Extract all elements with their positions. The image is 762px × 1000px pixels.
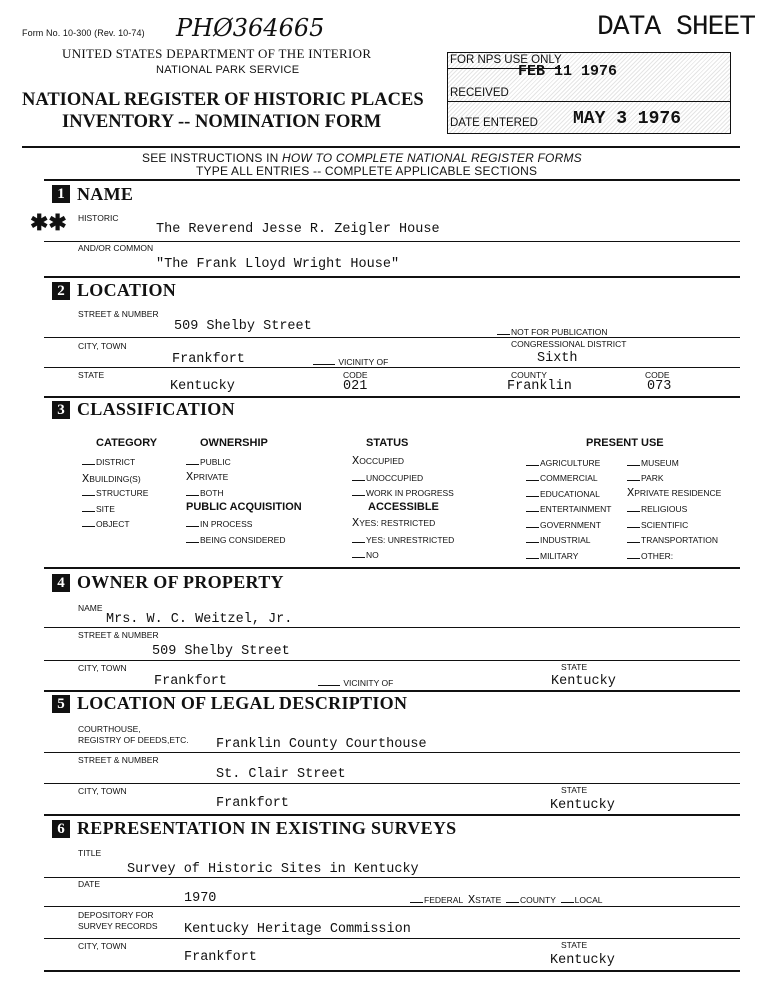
not-for-publication-blank [497, 326, 510, 335]
street-number-label: STREET & NUMBER [78, 309, 159, 319]
ownership-both-blank [186, 487, 199, 496]
vicinity-label [313, 356, 388, 367]
acquisition-being-considered-label: BEING CONSIDERED [200, 535, 286, 545]
state-value: Kentucky [170, 379, 235, 394]
use-other-blank [627, 550, 640, 559]
category-district[interactable] [82, 456, 135, 467]
state-option[interactable]: STATE [475, 895, 502, 905]
handwritten-id: PHØ364665 [176, 14, 325, 42]
use-industrial[interactable] [526, 534, 591, 545]
section-2-number: 2 [52, 282, 70, 300]
depository-label-line2: SURVEY RECORDS [78, 921, 158, 931]
legal-city-value: Frankfort [216, 796, 289, 811]
section-6-title: REPRESENTATION IN EXISTING SURVEYS [77, 818, 457, 838]
use-commercial[interactable] [526, 472, 598, 483]
section-5-title: LOCATION OF LEGAL DESCRIPTION [77, 693, 408, 713]
received-stamp: FEB 11 1976 [518, 63, 618, 80]
owner-street-value: 509 Shelby Street [152, 644, 290, 659]
local-blank [561, 894, 574, 903]
historic-name-value: The Reverend Jesse R. Zeigler House [156, 222, 440, 237]
depository-value: Kentucky Heritage Commission [184, 922, 411, 937]
state-label: STATE [78, 370, 105, 380]
section-4-number: 4 [52, 574, 70, 592]
category-structure-blank [82, 487, 95, 496]
use-religious-blank [627, 503, 640, 512]
form-title-line1: NATIONAL REGISTER OF HISTORIC PLACES [22, 90, 424, 110]
legal-state-value: Kentucky [550, 798, 615, 813]
ownership-private-label: PRIVATE [193, 472, 229, 482]
use-private-residence-check: X [627, 486, 635, 500]
congressional-district-label: CONGRESSIONAL DISTRICT [511, 339, 627, 349]
status-occupied-check: X [352, 454, 360, 468]
ownership-both-label: BOTH [200, 488, 224, 498]
use-educational-label: EDUCATIONAL [540, 489, 600, 499]
date-entered-label: DATE ENTERED [450, 117, 538, 129]
ownership-private-check: X [186, 470, 194, 484]
use-religious-label: RELIGIOUS [641, 504, 688, 514]
use-scientific-label: SCIENTIFIC [641, 520, 689, 530]
depository-state-label: STATE [561, 940, 588, 950]
owner-city-label: CITY, TOWN [78, 663, 127, 673]
city-town-label: CITY, TOWN [78, 341, 127, 351]
margin-asterisk-mark: ✱✱ [30, 210, 67, 235]
category-structure-label: STRUCTURE [96, 488, 149, 498]
status-unoccupied-blank [352, 472, 365, 481]
section-3-number: 3 [52, 401, 70, 419]
section-2-title: LOCATION [77, 280, 177, 300]
ownership-heading: OWNERSHIP [200, 437, 268, 449]
acquisition-in-process-label: IN PROCESS [200, 519, 253, 529]
category-object-blank [82, 518, 95, 527]
status-occupied[interactable] [352, 454, 404, 468]
use-transportation-label: TRANSPORTATION [641, 535, 718, 545]
instructions-prefix: SEE INSTRUCTIONS IN [142, 151, 283, 165]
congressional-district-value: Sixth [537, 351, 578, 366]
use-agriculture-label: AGRICULTURE [540, 458, 601, 468]
use-educational-blank [526, 488, 539, 497]
state-option-check: X [467, 893, 476, 907]
use-other[interactable] [627, 550, 673, 561]
category-site-label: SITE [96, 504, 115, 514]
use-industrial-label: INDUSTRIAL [540, 535, 591, 545]
use-scientific-blank [627, 519, 640, 528]
section-1-number: 1 [52, 185, 70, 203]
county-code-value: 073 [647, 379, 672, 394]
owner-street-label: STREET & NUMBER [78, 630, 159, 640]
use-transportation-blank [627, 534, 640, 543]
section-4-title: OWNER OF PROPERTY [77, 572, 284, 592]
use-government[interactable] [526, 519, 601, 530]
use-entertainment-label: ENTERTAINMENT [540, 504, 612, 514]
survey-date-label: DATE [78, 879, 101, 889]
ownership-both[interactable] [186, 487, 224, 498]
status-heading: STATUS [366, 437, 409, 449]
depository-city-value: Frankfort [184, 950, 257, 965]
use-other-label: OTHER: [641, 551, 674, 561]
category-object[interactable] [82, 518, 130, 529]
data-sheet-stamp: DATA SHEET [597, 12, 756, 43]
accessible-yes-unrestricted-blank [352, 534, 365, 543]
depository-label-line1: DEPOSITORY FOR [78, 910, 154, 920]
category-heading: CATEGORY [96, 437, 158, 449]
category-buildings-check: X [82, 472, 90, 486]
category-district-blank [82, 456, 95, 465]
county-blank [506, 894, 519, 903]
use-government-label: GOVERNMENT [540, 520, 601, 530]
accessible-yes-restricted-check: X [352, 516, 360, 530]
not-for-publication-label [497, 326, 608, 337]
county-value: Franklin [507, 379, 572, 394]
agency-name: NATIONAL PARK SERVICE [156, 64, 300, 76]
legal-state-label: STATE [561, 785, 588, 795]
ownership-public-label: PUBLIC [200, 457, 231, 467]
use-agriculture[interactable] [526, 457, 600, 468]
use-industrial-blank [526, 534, 539, 543]
state-code-label: CODE [343, 370, 368, 380]
status-unoccupied[interactable] [352, 472, 423, 483]
legal-city-label: CITY, TOWN [78, 786, 127, 796]
use-park[interactable] [627, 472, 664, 483]
owner-state-label: STATE [561, 662, 588, 672]
accessible-heading: ACCESSIBLE [368, 501, 439, 513]
section-3-title: CLASSIFICATION [77, 399, 235, 419]
section-5-number: 5 [52, 695, 70, 713]
department-name: UNITED STATES DEPARTMENT OF THE INTERIOR [62, 46, 372, 61]
present-use-heading: PRESENT USE [586, 437, 664, 449]
accessible-yes-unrestricted-label: YES: UNRESTRICTED [366, 535, 455, 545]
ownership-private[interactable] [186, 470, 228, 484]
section-6-number: 6 [52, 820, 70, 838]
street-value: 509 Shelby Street [174, 319, 312, 334]
status-work-in-progress[interactable] [352, 487, 454, 498]
courthouse-label-line2: REGISTRY OF DEEDS,ETC. [78, 735, 189, 745]
category-buildings-label: BUILDING(S) [89, 474, 141, 484]
date-entered-stamp: MAY 3 1976 [573, 109, 682, 129]
use-military-blank [526, 550, 539, 559]
survey-date-value: 1970 [184, 891, 217, 906]
federal-option[interactable]: FEDERAL [424, 895, 464, 905]
use-entertainment-blank [526, 503, 539, 512]
ownership-public-blank [186, 456, 199, 465]
city-value: Frankfort [172, 352, 245, 367]
use-commercial-blank [526, 472, 539, 481]
category-district-label: DISTRICT [96, 457, 136, 467]
acquisition-being-considered-blank [186, 534, 199, 543]
accessible-no[interactable] [352, 549, 379, 560]
status-occupied-label: OCCUPIED [359, 456, 405, 466]
category-buildings[interactable] [82, 472, 141, 486]
county-label: COUNTY [511, 370, 547, 380]
use-museum-blank [627, 457, 640, 466]
status-work-in-progress-label: WORK IN PROGRESS [366, 488, 454, 498]
accessible-yes-restricted-label: YES: RESTRICTED [359, 518, 436, 528]
use-museum-label: MUSEUM [641, 458, 679, 468]
owner-name-label: NAME [78, 603, 103, 613]
survey-level-options [410, 893, 603, 907]
received-label: RECEIVED [450, 87, 509, 99]
acquisition-being-considered[interactable] [186, 534, 286, 545]
owner-city-value: Frankfort [154, 674, 227, 689]
legal-street-value: St. Clair Street [216, 767, 346, 782]
not-for-publication-text: NOT FOR PUBLICATION [511, 327, 608, 337]
accessible-no-label: NO [366, 550, 379, 560]
instructions-line1 [142, 151, 582, 165]
category-object-label: OBJECT [96, 519, 130, 529]
accessible-yes-unrestricted[interactable] [352, 534, 454, 545]
survey-title-label: TITLE [78, 848, 102, 858]
nps-use-only-label: FOR NPS USE ONLY [450, 54, 562, 66]
vicinity-text: VICINITY OF [338, 357, 389, 367]
public-acquisition-heading: PUBLIC ACQUISITION [186, 501, 302, 513]
acquisition-in-process-blank [186, 518, 199, 527]
courthouse-label-line1: COURTHOUSE, [78, 724, 141, 734]
use-park-blank [627, 472, 640, 481]
use-agriculture-blank [526, 457, 539, 466]
use-private-residence-label: PRIVATE RESIDENCE [634, 488, 722, 498]
owner-vicinity-label [318, 677, 393, 688]
category-structure[interactable] [82, 487, 148, 498]
ownership-public[interactable] [186, 456, 231, 467]
nps-use-only-box [447, 52, 731, 134]
use-government-blank [526, 519, 539, 528]
common-name-value: "The Frank Lloyd Wright House" [156, 257, 400, 272]
vicinity-blank [313, 356, 335, 365]
owner-vicinity-blank [318, 677, 340, 686]
use-military-label: MILITARY [540, 551, 579, 561]
state-code-value: 021 [343, 379, 368, 394]
section-1-title: NAME [77, 184, 134, 204]
form-title-line2: INVENTORY -- NOMINATION FORM [62, 112, 382, 132]
survey-title-value: Survey of Historic Sites in Kentucky [127, 862, 419, 877]
accessible-no-blank [352, 549, 365, 558]
status-work-in-progress-blank [352, 487, 365, 496]
form-number: Form No. 10-300 (Rev. 10-74) [22, 28, 145, 38]
owner-name-value: Mrs. W. C. Weitzel, Jr. [106, 612, 293, 627]
accessible-yes-restricted[interactable] [352, 516, 435, 530]
category-site-blank [82, 503, 95, 512]
use-private-residence[interactable] [627, 486, 721, 500]
use-military[interactable] [526, 550, 578, 561]
local-option[interactable]: LOCAL [574, 895, 603, 905]
owner-state-value: Kentucky [551, 674, 616, 689]
use-religious[interactable] [627, 503, 687, 514]
depository-city-label: CITY, TOWN [78, 941, 127, 951]
and-or-common-label: AND/OR COMMON [78, 243, 154, 253]
use-educational[interactable] [526, 488, 600, 499]
use-park-label: PARK [641, 473, 664, 483]
use-scientific[interactable] [627, 519, 688, 530]
instructions-line2: TYPE ALL ENTRIES -- COMPLETE APPLICABLE SECTIONS [196, 164, 538, 178]
owner-vicinity-text: VICINITY OF [343, 678, 394, 688]
legal-street-label: STREET & NUMBER [78, 755, 159, 765]
use-commercial-label: COMMERCIAL [540, 473, 598, 483]
use-entertainment[interactable] [526, 503, 611, 514]
historic-label: HISTORIC [78, 213, 119, 223]
depository-state-value: Kentucky [550, 953, 615, 968]
instructions-guide-title: HOW TO COMPLETE NATIONAL REGISTER FORMS [282, 151, 582, 165]
county-option[interactable]: COUNTY [520, 895, 556, 905]
federal-blank [410, 894, 423, 903]
acquisition-in-process[interactable] [186, 518, 252, 529]
use-museum[interactable] [627, 457, 679, 468]
status-unoccupied-label: UNOCCUPIED [366, 473, 424, 483]
use-transportation[interactable] [627, 534, 718, 545]
courthouse-value: Franklin County Courthouse [216, 737, 427, 752]
category-site[interactable] [82, 503, 115, 514]
county-code-label: CODE [645, 370, 670, 380]
